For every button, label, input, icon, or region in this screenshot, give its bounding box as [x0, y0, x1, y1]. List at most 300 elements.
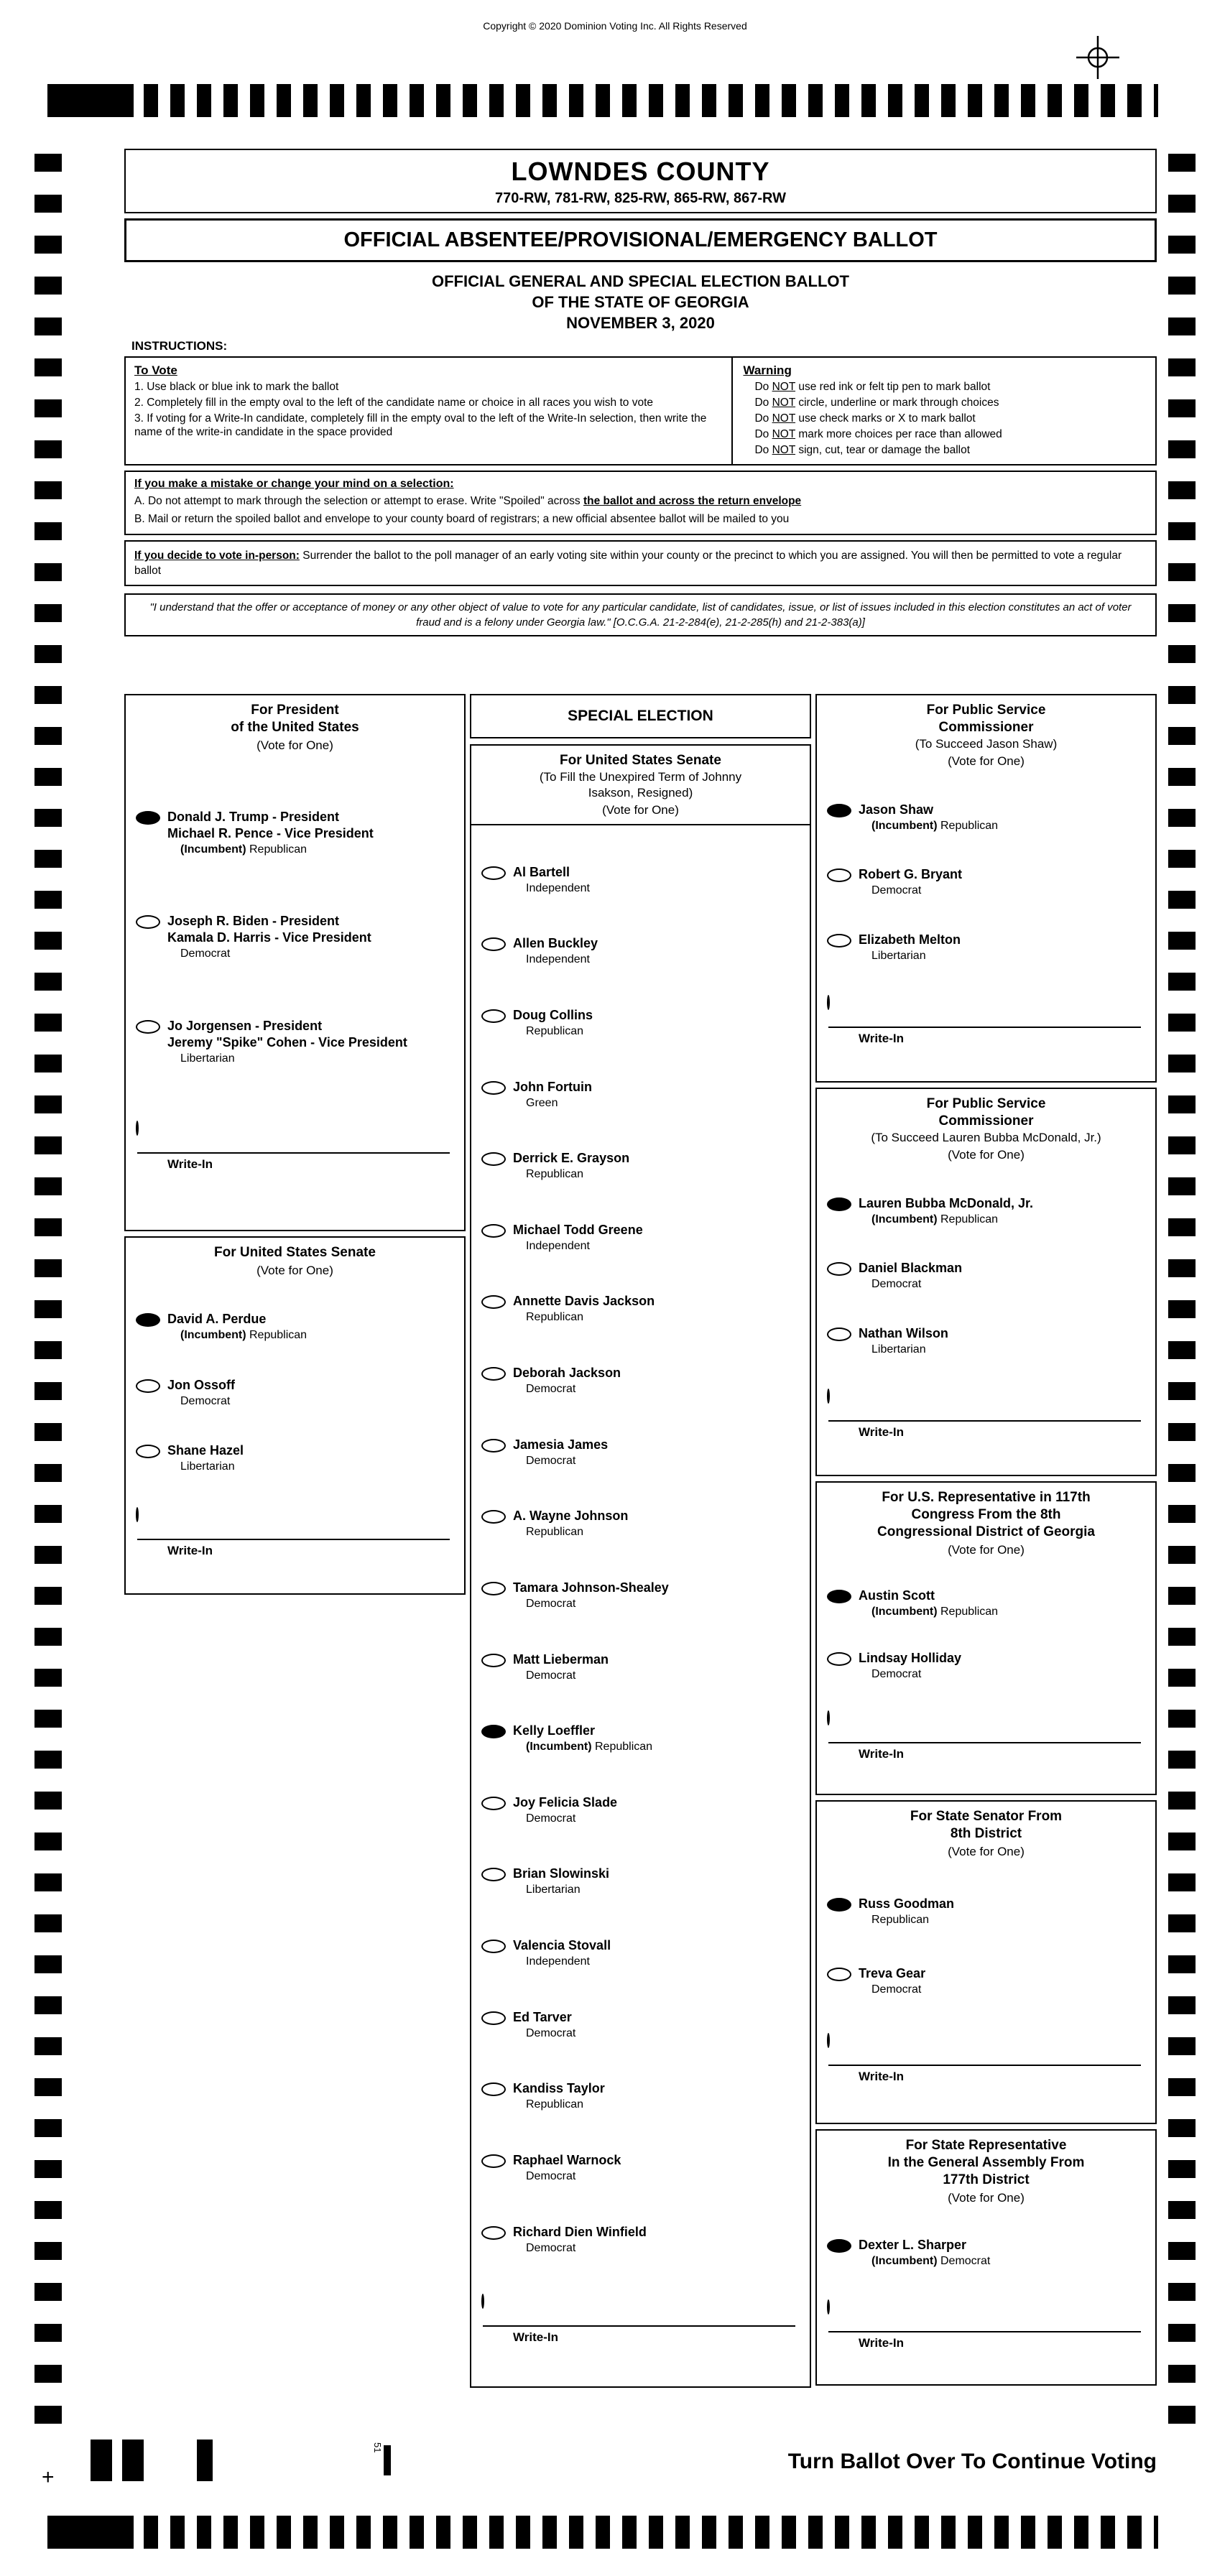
candidate-row	[126, 1373, 464, 1413]
ballot-body	[124, 694, 1157, 2392]
incumbent-label: (Incumbent)	[871, 1605, 940, 1618]
candidate-list	[126, 1279, 464, 1593]
write-in-block	[817, 2030, 1155, 2091]
party-label: Democrat	[526, 1812, 576, 1825]
candidate-text	[859, 1588, 998, 1619]
race-list	[124, 694, 466, 1595]
write-in-oval[interactable]	[136, 1507, 139, 1522]
candidate-name: Joseph R. Biden - President Kamala D. Harris - Vice President	[167, 914, 371, 945]
incumbent-label: (Incumbent)	[871, 819, 940, 832]
warning-title: Warning	[743, 363, 792, 377]
ballot-oval[interactable]	[481, 1009, 506, 1023]
candidate-text	[513, 2224, 647, 2256]
candidate-row	[471, 2076, 810, 2116]
candidate-party	[859, 2253, 990, 2269]
ballot-oval[interactable]	[481, 1868, 506, 1881]
race-subtitle: (To Succeed Jason Shaw)	[915, 737, 1058, 751]
ballot-oval[interactable]	[481, 1224, 506, 1238]
party-label: Independent	[526, 1955, 590, 1968]
ballot-oval[interactable]	[481, 2226, 506, 2240]
write-in-line[interactable]	[828, 2065, 1141, 2066]
candidate-party	[513, 2169, 621, 2184]
party-label: Democrat	[526, 1383, 576, 1395]
candidate-row	[471, 2148, 810, 2188]
candidate-row	[471, 2220, 810, 2260]
candidate-party	[513, 1024, 593, 1039]
race-header	[817, 1089, 1155, 1163]
candidate-name: Tamara Johnson-Shealey	[513, 1580, 669, 1595]
party-label: Democrat	[526, 1669, 576, 1682]
candidate-name: Derrick E. Grayson	[513, 1151, 630, 1166]
candidate-text	[167, 1018, 407, 1066]
candidate-text	[859, 1896, 954, 1927]
race-vote-for: (Vote for One)	[948, 1845, 1025, 1858]
race-header	[126, 1238, 464, 1279]
write-in-block	[817, 2297, 1155, 2358]
ballot-stub-marks	[91, 2440, 421, 2481]
candidate-name: Allen Buckley	[513, 936, 598, 951]
candidate-party	[513, 1811, 617, 1826]
candidate-name: Jamesia James	[513, 1437, 609, 1452]
candidate-name: Russ Goodman	[859, 1896, 955, 1912]
candidate-name: A. Wayne Johnson	[513, 1509, 629, 1524]
candidate-text	[859, 1325, 948, 1357]
in-person-text: Surrender the ballot to the poll manager of an early voting site within your county or the precinct to which you are assigned. You will then be permitted to vote a regular ballot	[134, 550, 1122, 577]
candidate-party	[859, 1912, 954, 1927]
ballot-oval[interactable]	[136, 1020, 160, 1034]
candidate-party	[167, 1459, 244, 1474]
candidate-row	[817, 927, 1155, 968]
race-box	[815, 1088, 1157, 1476]
to-vote-items	[134, 380, 723, 439]
candidate-text	[859, 802, 998, 833]
race-vote-for: (Vote for One)	[948, 2191, 1025, 2205]
write-in-oval[interactable]	[827, 1389, 830, 1404]
ballot-oval[interactable]	[827, 1328, 851, 1341]
ballot-oval[interactable]	[827, 1898, 851, 1912]
incumbent-label: (Incumbent)	[180, 1329, 249, 1342]
candidate-text	[513, 2009, 575, 2041]
race-box	[815, 1481, 1157, 1795]
write-in-line[interactable]	[828, 1420, 1141, 1422]
candidate-row	[471, 1504, 810, 1544]
ballot-oval[interactable]	[481, 1152, 506, 1166]
candidate-name: Kandiss Taylor	[513, 2081, 605, 2096]
candidate-row	[471, 1432, 810, 1473]
party-label: Democrat	[180, 948, 231, 960]
ballot-oval[interactable]	[827, 1262, 851, 1276]
party-label: Democrat	[871, 1278, 922, 1291]
candidate-list	[126, 754, 464, 1230]
ballot-oval[interactable]	[481, 1510, 506, 1524]
ballot-oval[interactable]	[481, 1295, 506, 1309]
candidate-row	[471, 1361, 810, 1401]
ballot-oval[interactable]	[481, 1797, 506, 1810]
candidate-row	[471, 1003, 810, 1043]
ballot-oval[interactable]	[481, 1367, 506, 1381]
candidate-name: Brian Slowinski	[513, 1866, 610, 1881]
instruction-item: Do NOT use check marks or X to mark ballot	[754, 412, 976, 425]
write-in-oval[interactable]	[827, 2299, 830, 2315]
candidate-party	[513, 1882, 609, 1897]
ballot-oval[interactable]	[481, 2082, 506, 2096]
candidate-text	[167, 913, 371, 961]
instruction-item: 2. Completely fill in the empty oval to the left of the candidate name or choice in all races you wish to vote	[134, 397, 653, 409]
party-label: Independent	[526, 881, 590, 894]
incumbent-label: (Incumbent)	[871, 2255, 940, 2267]
race-title: For State Senator From 8th District	[910, 1809, 1063, 1841]
candidate-party	[859, 1342, 948, 1357]
party-label: Libertarian	[871, 1343, 926, 1356]
candidate-party	[513, 2026, 575, 2041]
write-in-block	[471, 2291, 810, 2352]
ballot-oval[interactable]	[481, 2154, 506, 2168]
incumbent-label: (Incumbent)	[180, 843, 249, 856]
candidate-text	[167, 1311, 307, 1343]
candidate-text	[859, 1195, 1033, 1227]
felony-statement: "I understand that the offer or acceptance of money or any other object of value to vote for any particular candidate, list of candidates, issue, or list of issues included in this election constitutes an act of voter fraud and is a felony under Georgia law." [O.C.G.A. 21-2-284(e), 21-2-285(h) and 21-2-383(a)]	[124, 593, 1157, 636]
party-label: Republican	[249, 843, 308, 856]
stub-number: 51	[372, 2442, 383, 2453]
write-in-line[interactable]	[483, 2325, 795, 2327]
party-label: Republican	[526, 1024, 584, 1037]
ballot-oval[interactable]	[481, 1725, 506, 1738]
candidate-name: Kelly Loeffler	[513, 1723, 596, 1738]
candidate-text	[513, 1651, 609, 1683]
candidate-name: Jason Shaw	[859, 802, 934, 817]
candidate-row	[471, 1933, 810, 1973]
ballot-oval[interactable]	[136, 811, 160, 825]
candidate-row	[126, 805, 464, 861]
candidate-party	[859, 1604, 998, 1619]
ballot-oval[interactable]	[827, 804, 851, 817]
race-subtitle: (To Fill the Unexpired Term of Johnny Isakson, Resigned)	[539, 770, 742, 800]
race-header	[471, 746, 810, 825]
party-label: Republican	[526, 1311, 584, 1324]
candidate-name: Richard Dien Winfield	[513, 2224, 647, 2239]
write-in-block	[126, 1504, 464, 1565]
candidate-party	[513, 2241, 647, 2256]
candidate-party	[859, 818, 998, 833]
candidate-row	[817, 1646, 1155, 1686]
candidate-row	[471, 1790, 810, 1830]
candidate-text	[513, 1508, 628, 1539]
candidate-row	[471, 2005, 810, 2045]
candidate-party	[513, 1238, 643, 1254]
candidate-name: Treva Gear	[859, 1965, 926, 1980]
party-label: Democrat	[940, 2255, 991, 2267]
candidate-text	[859, 932, 961, 963]
candidate-text	[513, 935, 598, 967]
candidate-name: Ed Tarver	[513, 2009, 572, 2024]
candidate-party	[859, 1667, 961, 1682]
race-title: For President of the United States	[231, 703, 359, 735]
race-title: For United States Senate	[560, 753, 721, 768]
write-in-label: Write-In	[859, 2336, 904, 2350]
stub-bar	[197, 2440, 213, 2481]
candidate-text	[513, 1723, 652, 1754]
party-label: Democrat	[526, 1454, 576, 1467]
candidate-party	[167, 1051, 407, 1066]
candidate-name: Daniel Blackman	[859, 1261, 963, 1276]
to-vote-section	[126, 358, 733, 464]
candidate-party	[859, 1212, 1033, 1227]
race-box	[124, 694, 466, 1231]
candidate-name: Matt Lieberman	[513, 1651, 609, 1667]
candidate-text	[167, 809, 374, 857]
candidate-name: Joy Felicia Slade	[513, 1794, 618, 1810]
candidate-row	[817, 2233, 1155, 2273]
candidate-text	[513, 864, 590, 896]
race-title: For Public Service Commissioner	[926, 703, 1046, 735]
candidate-name: Jo Jorgensen - President Jeremy "Spike" Cohen - Vice President	[167, 1018, 407, 1050]
candidate-row	[471, 1218, 810, 1258]
candidate-name: Shane Hazel	[167, 1443, 244, 1458]
ballot-oval[interactable]	[827, 1197, 851, 1211]
party-label: Democrat	[526, 1597, 576, 1610]
candidate-party	[167, 946, 371, 961]
candidate-party	[167, 842, 374, 857]
ballot-column-1	[124, 694, 466, 1600]
write-in-block	[126, 1118, 464, 1179]
candidate-name: Michael Todd Greene	[513, 1222, 643, 1237]
timing-marks-left	[34, 154, 62, 2437]
candidate-row	[817, 1961, 1155, 2001]
party-label: Republican	[526, 2098, 584, 2111]
party-label: Democrat	[526, 2169, 576, 2182]
race-vote-for: (Vote for One)	[948, 754, 1025, 768]
incumbent-label: (Incumbent)	[526, 1741, 595, 1753]
ballot-oval[interactable]	[481, 866, 506, 880]
ballot-oval[interactable]	[481, 1654, 506, 1667]
party-label: Democrat	[526, 2241, 576, 2254]
ballot-column-3	[815, 694, 1157, 2391]
timing-marks-bottom	[144, 2516, 1158, 2549]
write-in-block	[817, 1386, 1155, 1447]
candidate-text	[513, 1866, 609, 1897]
candidate-row	[817, 862, 1155, 902]
candidate-party	[513, 2097, 605, 2112]
race-title: For U.S. Representative in 117th Congress From the 8th Congressional District of Georgia	[877, 1490, 1095, 1539]
candidate-list	[817, 1163, 1155, 1475]
candidate-party	[859, 948, 961, 963]
ballot-oval[interactable]	[481, 1439, 506, 1453]
election-title: OFFICIAL GENERAL AND SPECIAL ELECTION BALLOT OF THE STATE OF GEORGIA NOVEMBER 3, 2020	[432, 272, 849, 332]
candidate-list	[817, 2206, 1155, 2384]
race-list	[470, 744, 811, 2388]
ballot-oval[interactable]	[481, 2011, 506, 2025]
candidate-text	[167, 1377, 235, 1409]
race-box	[124, 1236, 466, 1595]
candidate-text	[859, 1650, 961, 1682]
candidate-name: Annette Davis Jackson	[513, 1294, 655, 1309]
party-label: Republican	[526, 1526, 584, 1539]
voting-instructions-box	[124, 356, 1157, 465]
write-in-line[interactable]	[828, 1027, 1141, 1028]
timing-marks-right	[1168, 154, 1196, 2437]
write-in-label: Write-In	[859, 1032, 904, 1046]
candidate-row	[471, 1146, 810, 1186]
to-vote-title: To Vote	[134, 363, 177, 377]
candidate-text	[513, 1937, 611, 1969]
candidate-name: Donald J. Trump - President Michael R. Pence - Vice President	[167, 809, 374, 840]
candidate-party	[513, 1524, 628, 1539]
candidate-party	[859, 1982, 925, 1997]
party-label: Republican	[940, 819, 999, 832]
write-in-line[interactable]	[137, 1539, 450, 1540]
candidate-name: Valencia Stovall	[513, 1938, 611, 1952]
race-title: For State Representative In the General Assembly From 177th District	[887, 2138, 1085, 2187]
candidate-text	[513, 1794, 617, 1826]
candidate-name: Robert G. Bryant	[859, 867, 963, 882]
write-in-oval[interactable]	[827, 2033, 830, 2048]
write-in-label: Write-In	[859, 1425, 904, 1440]
timing-mark-block	[47, 84, 134, 117]
candidate-party	[513, 1739, 652, 1754]
candidate-row	[471, 1861, 810, 1901]
ballot-oval[interactable]	[827, 934, 851, 948]
candidate-party	[513, 1954, 611, 1969]
candidate-row	[471, 931, 810, 971]
write-in-line[interactable]	[828, 1742, 1141, 1743]
write-in-label: Write-In	[513, 2330, 558, 2345]
write-in-oval[interactable]	[481, 2294, 484, 2309]
instruction-item: Do NOT circle, underline or mark through choices	[754, 397, 999, 409]
candidate-row	[126, 909, 464, 965]
special-election-header: SPECIAL ELECTION	[470, 694, 811, 738]
race-box	[815, 1800, 1157, 2124]
candidate-party	[513, 1381, 621, 1396]
candidate-party	[513, 952, 598, 967]
stub-bar	[91, 2440, 112, 2481]
candidate-name: Austin Scott	[859, 1588, 935, 1603]
write-in-label: Write-In	[859, 1747, 904, 1761]
candidate-party	[513, 1668, 609, 1683]
warning-section	[733, 358, 1155, 464]
candidate-text	[859, 2237, 990, 2269]
party-label: Libertarian	[526, 1884, 581, 1896]
county-name: LOWNDES COUNTY	[511, 157, 770, 186]
ballot-oval[interactable]	[136, 1313, 160, 1327]
candidate-name: Dexter L. Sharper	[859, 2238, 967, 2252]
party-label: Republican	[249, 1329, 308, 1342]
ballot-oval[interactable]	[827, 1968, 851, 1981]
candidate-party	[167, 1328, 307, 1343]
candidate-list	[817, 1860, 1155, 2123]
ballot-oval[interactable]	[827, 1652, 851, 1666]
party-label: Democrat	[871, 1983, 922, 1996]
party-label: Democrat	[526, 2026, 576, 2039]
candidate-name: Deborah Jackson	[513, 1366, 621, 1380]
mistake-title: If you make a mistake or change your mind on a selection:	[134, 478, 454, 490]
stub-bar	[122, 2440, 144, 2481]
party-label: Democrat	[180, 1394, 231, 1407]
candidate-list	[817, 1558, 1155, 1794]
instructions-label: INSTRUCTIONS:	[131, 339, 228, 353]
ballot-oval[interactable]	[827, 2239, 851, 2253]
candidate-party	[513, 1095, 592, 1111]
candidate-text	[513, 1150, 629, 1182]
candidate-party	[513, 1167, 629, 1182]
instruction-item: Do NOT mark more choices per race than allowed	[754, 428, 1002, 440]
ballot-oval[interactable]	[136, 1445, 160, 1458]
incumbent-label: (Incumbent)	[871, 1213, 940, 1226]
ballot-oval[interactable]	[481, 1081, 506, 1095]
stub-bar	[384, 2445, 391, 2475]
race-header	[817, 2131, 1155, 2206]
ballot-oval[interactable]	[827, 868, 851, 882]
race-box	[470, 744, 811, 2388]
race-subtitle: (To Succeed Lauren Bubba McDonald, Jr.)	[871, 1131, 1101, 1144]
candidate-text	[513, 1437, 608, 1468]
timing-mark-block	[47, 2516, 134, 2549]
race-header	[817, 695, 1155, 769]
race-header	[817, 1802, 1155, 1860]
instruction-item: Do NOT use red ink or felt tip pen to mark ballot	[754, 381, 991, 393]
candidate-name: Lindsay Holliday	[859, 1650, 962, 1665]
ballot-oval[interactable]	[136, 1379, 160, 1393]
candidate-row	[471, 1718, 810, 1759]
candidate-text	[513, 1007, 593, 1039]
registration-plus-icon: +	[42, 2465, 55, 2489]
race-box	[815, 694, 1157, 1083]
party-label: Republican	[940, 1605, 999, 1618]
ballot-oval[interactable]	[481, 937, 506, 951]
candidate-text	[513, 1365, 621, 1396]
instruction-item: 3. If voting for a Write-In candidate, completely fill in the empty oval to the left of the Write-In selection, then write the name of the write-in candidate in the space provided	[134, 412, 707, 438]
candidate-row	[126, 1014, 464, 1070]
write-in-label: Write-In	[167, 1157, 213, 1172]
write-in-oval[interactable]	[827, 1710, 830, 1725]
candidate-text	[513, 1222, 643, 1254]
party-label: Republican	[940, 1213, 999, 1226]
candidate-party	[513, 1596, 669, 1611]
candidate-name: Nathan Wilson	[859, 1325, 948, 1340]
party-label: Republican	[595, 1741, 653, 1753]
ballot-oval[interactable]	[481, 1582, 506, 1595]
write-in-oval[interactable]	[827, 995, 830, 1010]
candidate-party	[513, 1453, 608, 1468]
party-label: Libertarian	[871, 949, 926, 962]
write-in-block	[817, 992, 1155, 1053]
ballot-type-title: OFFICIAL ABSENTEE/PROVISIONAL/EMERGENCY BALLOT	[124, 218, 1157, 262]
candidate-row	[471, 1647, 810, 1687]
candidate-text	[513, 2080, 605, 2112]
party-label: Republican	[871, 1914, 930, 1927]
ballot-oval[interactable]	[827, 1590, 851, 1603]
in-person-instructions-box	[124, 540, 1157, 586]
write-in-block	[817, 1708, 1155, 1769]
county-box	[124, 149, 1157, 213]
candidate-list	[817, 769, 1155, 1081]
candidate-text	[513, 1079, 592, 1111]
candidate-party	[513, 1310, 655, 1325]
candidate-party	[513, 881, 590, 896]
write-in-line[interactable]	[137, 1152, 450, 1154]
ballot-oval[interactable]	[136, 915, 160, 929]
candidate-name: Doug Collins	[513, 1007, 593, 1022]
write-in-oval[interactable]	[136, 1121, 139, 1136]
copyright-notice: Copyright © 2020 Dominion Voting Inc. All Rights Reserved	[483, 20, 747, 32]
write-in-line[interactable]	[828, 2331, 1141, 2332]
party-label: Green	[526, 1096, 558, 1109]
ballot-oval[interactable]	[481, 1940, 506, 1953]
candidate-row	[471, 1075, 810, 1115]
candidate-text	[859, 866, 962, 898]
candidate-row	[817, 1191, 1155, 1231]
party-label: Republican	[526, 1168, 584, 1181]
candidate-row	[817, 1583, 1155, 1623]
